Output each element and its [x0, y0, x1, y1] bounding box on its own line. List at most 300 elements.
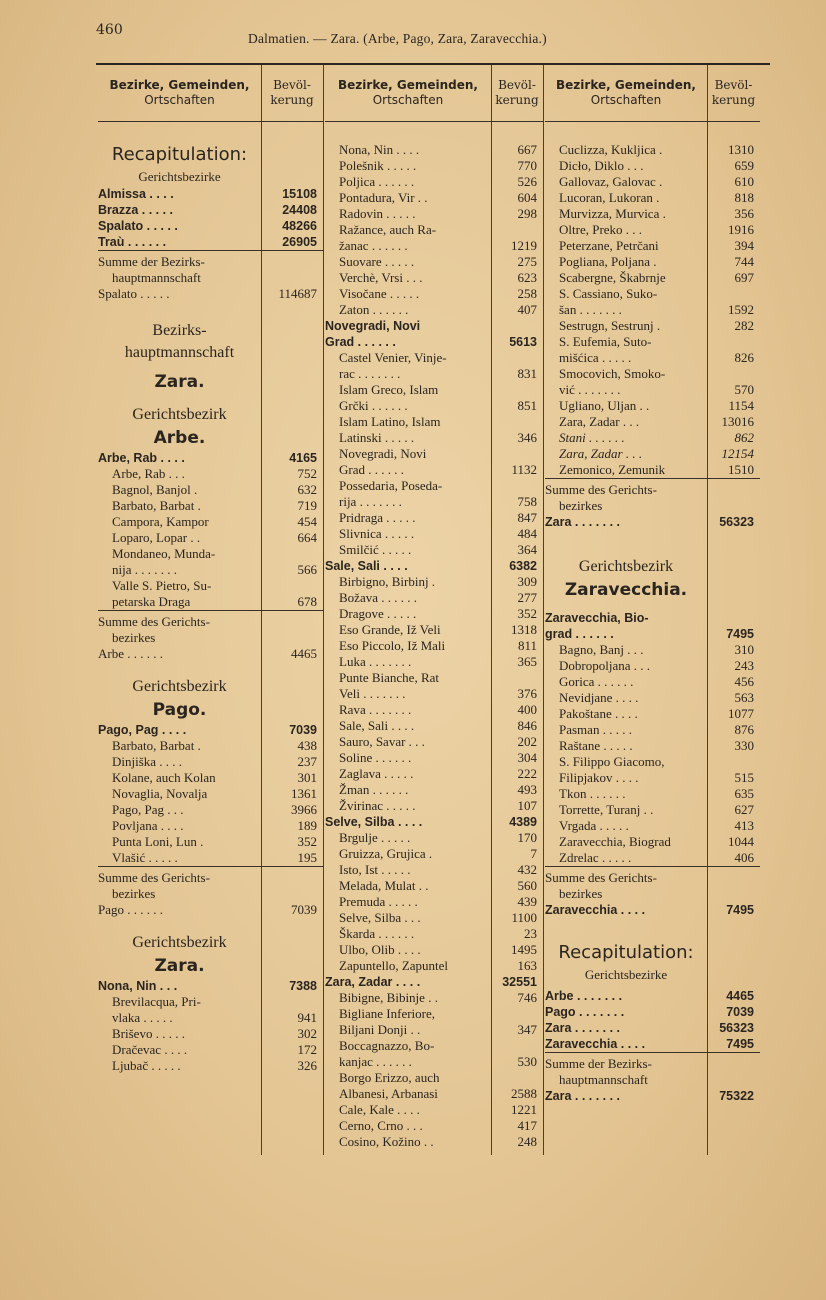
page-header	[0, 22, 826, 46]
population-value: 831	[517, 366, 537, 381]
place-name: Selve, Silba . . . .	[325, 815, 423, 829]
place-name: Summe der Bezirks-	[545, 1056, 652, 1071]
section-heading: Pago.	[152, 700, 207, 720]
table-row	[545, 430, 760, 446]
population-value: 302	[297, 1026, 317, 1041]
place-name: Zaravecchia . . . .	[545, 1037, 646, 1051]
section-heading: Zara.	[154, 956, 205, 976]
place-name: Sauro, Savar . . .	[339, 734, 425, 749]
place-name: Bagnol, Banjol .	[112, 482, 198, 497]
place-name: Grad . . . . . .	[339, 462, 404, 477]
table-row	[545, 818, 760, 834]
place-name: Summe des Gerichts-	[98, 870, 210, 885]
place-name: Zara, Zadar . . .	[559, 446, 643, 461]
place-name: S. Cassiano, Suko-	[559, 286, 658, 301]
table-row	[98, 270, 323, 286]
table-column-3	[545, 65, 760, 1155]
population-value: 4465	[291, 646, 317, 661]
place-name: Verchè, Vrsi . . .	[339, 270, 423, 285]
place-name: Islam Greco, Islam	[339, 382, 439, 397]
table-row	[325, 862, 543, 878]
table-row	[98, 614, 323, 630]
table-row	[545, 738, 760, 754]
place-name: Barbato, Barbat .	[112, 738, 201, 753]
table-row	[325, 430, 543, 446]
place-name: Zemonico, Zemunik	[559, 462, 666, 477]
place-name: Melada, Mulat . .	[339, 878, 429, 893]
table-row	[325, 894, 543, 910]
place-name: Zaglava . . . . .	[339, 766, 414, 781]
table-row	[325, 190, 543, 206]
table-row	[545, 254, 760, 270]
population-value: 172	[297, 1042, 317, 1057]
population-value: 365	[517, 654, 537, 669]
place-name: bezirkes	[559, 498, 603, 513]
table-row	[545, 1056, 760, 1072]
place-name: Visočane . . . . .	[339, 286, 420, 301]
table-row	[98, 498, 323, 514]
table-row	[325, 350, 543, 366]
table-row	[325, 1102, 543, 1118]
section-heading: Zaravecchia.	[564, 580, 688, 600]
population-value: 222	[517, 766, 537, 781]
place-name: Summe des Gerichts-	[545, 482, 657, 497]
table-row	[98, 186, 323, 202]
population-value: 7039	[291, 902, 317, 917]
table-row	[325, 654, 543, 670]
population-value: 376	[517, 686, 537, 701]
population-value: 248	[517, 1134, 537, 1149]
table-row	[98, 202, 323, 218]
table-row	[98, 234, 323, 250]
place-name: grad . . . . . .	[545, 627, 614, 641]
population-value: 4389	[509, 815, 537, 829]
section-heading: Arbe.	[153, 428, 206, 448]
place-name: Borgo Erizzo, auch	[339, 1070, 440, 1085]
population-value: 610	[734, 174, 754, 189]
population-value: 6382	[509, 559, 537, 573]
population-value: 744	[734, 254, 754, 269]
population-value: 301	[297, 770, 317, 785]
table-row	[545, 318, 760, 334]
table-row	[98, 594, 323, 610]
population-value: 635	[734, 786, 754, 801]
table-row	[545, 382, 760, 398]
table-row	[98, 818, 323, 834]
place-name: Boccagnazzo, Bo-	[339, 1038, 435, 1053]
section-heading: Recapitulation:	[111, 144, 248, 165]
table-row	[325, 574, 543, 590]
population-value: 456	[734, 674, 754, 689]
table-row	[325, 254, 543, 270]
place-name: Summe des Gerichts-	[545, 870, 657, 885]
place-name: šan . . . . . . .	[559, 302, 622, 317]
spacer	[98, 394, 323, 404]
place-name: rac . . . . . . .	[339, 366, 401, 381]
table-row	[545, 1036, 760, 1052]
population-value: 1495	[511, 942, 537, 957]
table-row	[545, 286, 760, 302]
section-heading: hauptmannschaft	[124, 344, 235, 361]
place-name: Almissa . . . .	[98, 187, 174, 201]
place-name: Grčki . . . . . .	[339, 398, 408, 413]
place-name: Poljica . . . . . .	[339, 174, 415, 189]
table-row	[325, 814, 543, 830]
table-row	[98, 978, 323, 994]
population-value: 1318	[511, 622, 537, 637]
population-value: 719	[297, 498, 317, 513]
place-name: Arbe, Rab . . . .	[98, 451, 185, 465]
place-name: Possedaria, Poseda-	[339, 478, 443, 493]
place-name: Polešnik . . . . .	[339, 158, 417, 173]
population-value: 1219	[511, 238, 537, 253]
place-name: nija . . . . . . .	[112, 562, 177, 577]
population-value: 400	[517, 702, 537, 717]
population-value: 664	[297, 530, 317, 545]
table-row	[98, 1058, 323, 1074]
table-row	[98, 786, 323, 802]
population-value: 604	[517, 190, 537, 205]
table-row	[325, 1086, 543, 1102]
table-row	[325, 670, 543, 686]
place-name: Nona, Nin . . . .	[339, 142, 420, 157]
population-value: 202	[517, 734, 537, 749]
population-value: 7388	[289, 979, 317, 993]
table-row	[545, 446, 760, 462]
table-row	[325, 1070, 543, 1086]
population-value: 56323	[719, 1021, 754, 1035]
table-row	[98, 254, 323, 270]
header-name: Bezirke, Gemeinden, Ortschaften	[556, 78, 696, 107]
table-row	[545, 482, 760, 498]
table-row	[98, 994, 323, 1010]
population-value: 356	[734, 206, 754, 221]
table-row	[325, 606, 543, 622]
column-header	[545, 65, 760, 122]
table-row	[325, 750, 543, 766]
section-heading: Gerichtsbezirk	[578, 558, 674, 575]
place-name: Oltre, Preko . . .	[559, 222, 643, 237]
population-value: 298	[517, 206, 537, 221]
place-name: Cerno, Crno . . .	[339, 1118, 423, 1133]
population-value: 438	[297, 738, 317, 753]
table-row	[98, 770, 323, 786]
table-row	[325, 142, 543, 158]
spacer	[98, 918, 323, 932]
header-population: Bevöl- kerung	[270, 78, 314, 107]
place-name: Zaton . . . . . .	[339, 302, 409, 317]
table-row	[98, 450, 323, 466]
population-value: 1916	[728, 222, 754, 237]
place-name: Novegradi, Novi	[325, 319, 421, 333]
column-header	[325, 65, 543, 122]
place-name: Zdrelac . . . . .	[559, 850, 632, 865]
place-name: Ulbo, Olib . . . .	[339, 942, 421, 957]
table-row	[325, 446, 543, 462]
table-row	[545, 414, 760, 430]
place-name: Selve, Silba . . .	[339, 910, 421, 925]
population-value: 56323	[719, 515, 754, 529]
table-row	[325, 686, 543, 702]
population-value: 454	[297, 514, 317, 529]
place-name: Zara . . . . . . .	[545, 1089, 621, 1103]
place-name: Isto, Ist . . . . .	[339, 862, 411, 877]
place-name: Vrgada . . . . .	[559, 818, 629, 833]
table-row	[325, 174, 543, 190]
table-row	[98, 646, 323, 662]
population-value: 4165	[289, 451, 317, 465]
table-row	[325, 158, 543, 174]
population-value: 484	[517, 526, 537, 541]
table-row	[545, 674, 760, 690]
population-value: 170	[517, 830, 537, 845]
place-name: Dobropoljana . . .	[559, 658, 650, 673]
population-value: 770	[517, 158, 537, 173]
table-row	[325, 1022, 543, 1038]
population-value: 107	[517, 798, 537, 813]
rows	[325, 142, 543, 1150]
population-value: 846	[517, 718, 537, 733]
place-name: Biljani Donji . .	[339, 1022, 421, 1037]
population-value: 876	[734, 722, 754, 737]
table-row	[545, 222, 760, 238]
population-value: 862	[734, 430, 754, 445]
population-value: 413	[734, 818, 754, 833]
table-row	[325, 718, 543, 734]
place-name: vlaka . . . . .	[112, 1010, 173, 1025]
place-name: Žman . . . . . .	[339, 782, 409, 797]
table-row	[325, 270, 543, 286]
spacer	[98, 662, 323, 676]
population-value: 818	[734, 190, 754, 205]
table-row	[545, 690, 760, 706]
table-row	[325, 478, 543, 494]
population-value: 114687	[278, 286, 317, 301]
population-value: 7495	[726, 903, 754, 917]
place-name: Gallovaz, Galovac .	[559, 174, 663, 189]
place-name: Nona, Nin . . .	[98, 979, 178, 993]
table-row	[545, 334, 760, 350]
table-row	[545, 870, 760, 886]
place-name: Grad . . . . . .	[325, 335, 396, 349]
place-name: Ljubač . . . . .	[112, 1058, 181, 1073]
population-value: 26905	[282, 235, 317, 249]
population-value: 310	[734, 642, 754, 657]
population-value: 530	[517, 1054, 537, 1069]
table-row	[325, 462, 543, 478]
table-row	[325, 1006, 543, 1022]
table-row	[325, 958, 543, 974]
table-row	[545, 514, 760, 530]
column-divider	[323, 65, 324, 1155]
place-name: Eso Piccolo, Iž Mali	[339, 638, 446, 653]
table-row	[545, 834, 760, 850]
table-row	[98, 902, 323, 918]
population-value: 364	[517, 542, 537, 557]
section-heading: Gerichtsbezirk	[132, 406, 227, 423]
table-row	[545, 802, 760, 818]
place-name: Gruizza, Grujica .	[339, 846, 433, 861]
place-name: Smocovich, Smoko-	[559, 366, 666, 381]
table-row	[325, 206, 543, 222]
place-name: Pago . . . . . .	[98, 902, 163, 917]
place-name: Pakoštane . . . .	[559, 706, 638, 721]
place-name: Brevilacqua, Pri-	[112, 994, 201, 1009]
place-name: Spalato . . . . .	[98, 286, 170, 301]
population-value: 1310	[728, 142, 754, 157]
population-value: 15108	[282, 187, 317, 201]
population-value: 1361	[291, 786, 317, 801]
table-row	[545, 174, 760, 190]
population-value: 309	[517, 574, 537, 589]
place-name: Pridraga . . . . .	[339, 510, 416, 525]
place-name: Žvirinac . . . . .	[339, 798, 416, 813]
population-value: 243	[734, 658, 754, 673]
population-value: 570	[734, 382, 754, 397]
table-row	[545, 366, 760, 382]
population-value: 752	[297, 466, 317, 481]
population-value: 811	[517, 638, 537, 653]
table-row	[98, 562, 323, 578]
place-name: Eso Grande, Iž Veli	[339, 622, 441, 637]
place-name: S. Eufemia, Suto-	[559, 334, 652, 349]
population-value: 4465	[726, 989, 754, 1003]
place-name: Slivnica . . . . .	[339, 526, 415, 541]
population-value: 667	[517, 142, 537, 157]
population-value: 432	[517, 862, 537, 877]
table-row	[325, 1054, 543, 1070]
place-name: Scabergne, Škabrnje	[559, 270, 666, 285]
place-name: Pasman . . . . .	[559, 722, 632, 737]
place-name: Novegradi, Novi	[339, 446, 427, 461]
rows	[98, 142, 323, 1074]
table-row	[325, 990, 543, 1006]
table-row	[545, 462, 760, 478]
population-value: 352	[297, 834, 317, 849]
table-row	[98, 802, 323, 818]
place-name: vić . . . . . . .	[559, 382, 621, 397]
place-name: S. Filippo Giacomo,	[559, 754, 665, 769]
population-value: 48266	[282, 219, 317, 233]
place-name: Zara . . . . . . .	[545, 515, 621, 529]
place-name: Sestrugn, Sestrunj .	[559, 318, 661, 333]
table-row	[325, 526, 543, 542]
table-row	[325, 398, 543, 414]
population-value: 7039	[726, 1005, 754, 1019]
table-row	[98, 850, 323, 866]
population-value: 7	[530, 846, 537, 861]
place-name: Raštane . . . . .	[559, 738, 633, 753]
table-row	[325, 846, 543, 862]
table-row	[545, 158, 760, 174]
place-name: Lucoran, Lukoran .	[559, 190, 660, 205]
population-value: 1100	[511, 910, 537, 925]
population-value: 275	[517, 254, 537, 269]
place-name: Veli . . . . . . .	[339, 686, 406, 701]
table-row	[545, 270, 760, 286]
table-row	[545, 1020, 760, 1036]
table-row	[545, 770, 760, 786]
table-row	[545, 142, 760, 158]
place-name: Zara . . . . . . .	[545, 1021, 621, 1035]
table-row	[545, 786, 760, 802]
place-name: Barbato, Barbat .	[112, 498, 201, 513]
table-row	[325, 366, 543, 382]
table-row	[98, 546, 323, 562]
spacer	[545, 530, 760, 556]
place-name: Vlašić . . . . .	[112, 850, 178, 865]
table-column-1	[98, 65, 323, 1155]
spacer	[545, 602, 760, 610]
place-name: Brgulje . . . . .	[339, 830, 411, 845]
place-name: Zara, Zadar . . . .	[325, 975, 421, 989]
place-name: Pago, Pag . . . .	[98, 723, 187, 737]
population-value: 515	[734, 770, 754, 785]
place-name: Arbe, Rab . . .	[112, 466, 185, 481]
population-value: 439	[517, 894, 537, 909]
place-name: Ugliano, Uljan . .	[559, 398, 650, 413]
table-row	[98, 1026, 323, 1042]
place-name: Pago . . . . . . .	[545, 1005, 625, 1019]
table-row	[545, 302, 760, 318]
population-value: 346	[517, 430, 537, 445]
page-number: 460	[96, 22, 123, 38]
place-name: bezirkes	[112, 630, 156, 645]
table-row	[98, 482, 323, 498]
place-name: Castel Venier, Vinje-	[339, 350, 447, 365]
table-row	[325, 942, 543, 958]
table-row	[545, 626, 760, 642]
population-value: 7039	[289, 723, 317, 737]
table-row	[545, 498, 760, 514]
place-name: Škarda . . . . . .	[339, 926, 415, 941]
table-row	[545, 610, 760, 626]
place-name: Tkon . . . . . .	[559, 786, 626, 801]
header-name: Bezirke, Gemeinden, Ortschaften	[338, 78, 478, 107]
section-heading: Bezirks-	[152, 322, 207, 339]
place-name: Premuda . . . . .	[339, 894, 418, 909]
place-name: Cuclizza, Kukljica .	[559, 142, 663, 157]
place-name: Pago, Pag . . .	[112, 802, 184, 817]
place-name: Zara, Zadar . . .	[559, 414, 640, 429]
header-population: Bevöl- kerung	[711, 78, 756, 107]
table-row	[325, 590, 543, 606]
population-value: 352	[517, 606, 537, 621]
table-row	[98, 466, 323, 482]
population-value: 406	[734, 850, 754, 865]
table-row	[545, 722, 760, 738]
table-row	[325, 830, 543, 846]
table-row	[325, 798, 543, 814]
place-name: Pontadura, Vir . .	[339, 190, 428, 205]
population-value: 12154	[721, 446, 754, 461]
population-value: 746	[517, 990, 537, 1005]
table-row	[325, 414, 543, 430]
population-value: 758	[517, 494, 537, 509]
place-name: Punta Loni, Lun .	[112, 834, 204, 849]
table-row	[545, 658, 760, 674]
column-header	[98, 65, 323, 122]
population-value: 417	[517, 1118, 537, 1133]
place-name: Loparo, Lopar . .	[112, 530, 201, 545]
section-heading: Gerichtsbezirk	[132, 934, 227, 951]
table-row	[98, 514, 323, 530]
table-row	[545, 706, 760, 722]
place-name: Punte Bianche, Rat	[339, 670, 440, 685]
place-name: Smilčić . . . . .	[339, 542, 412, 557]
population-value: 627	[734, 802, 754, 817]
place-name: Islam Latino, Islam	[339, 414, 441, 429]
